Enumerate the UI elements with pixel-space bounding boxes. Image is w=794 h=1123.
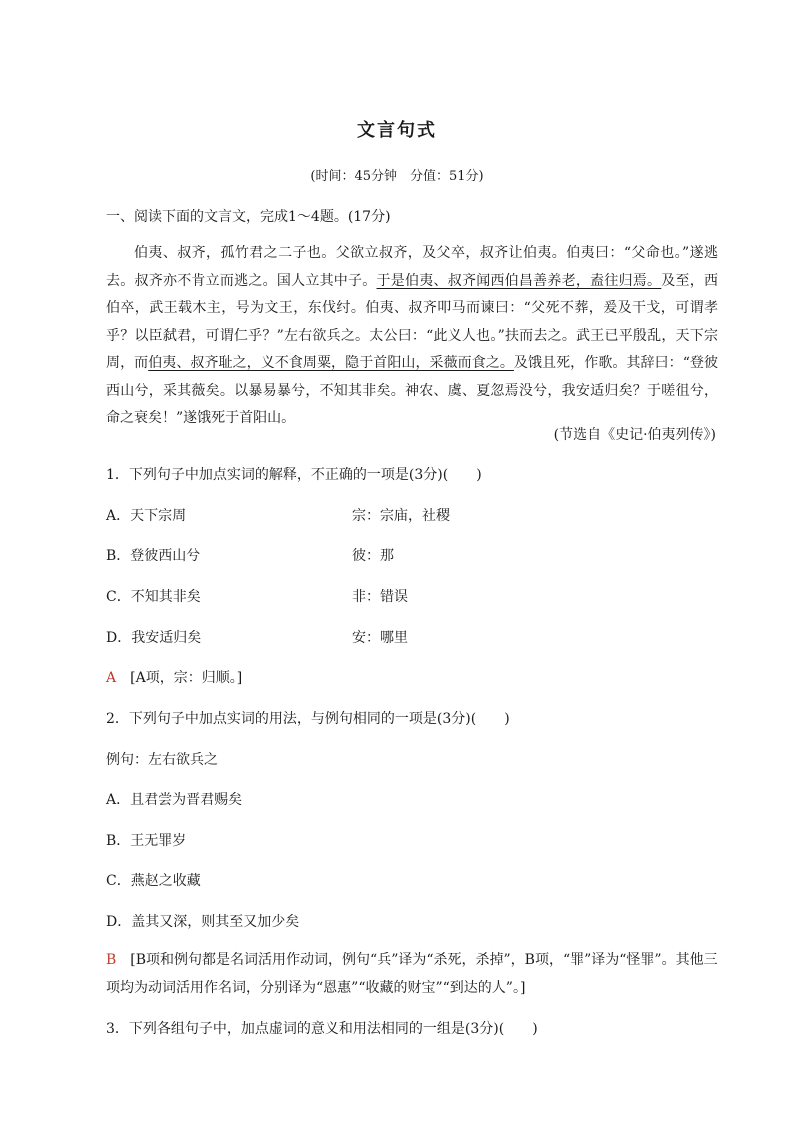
passage-text-1: 伯夷、叔齐，孤竹君之二子也。父欲立叔齐，及父卒，叔齐让伯夷。伯夷曰：“父命也。”遂逃去。叔齐亦不肯立而逃之。国人立其中子。	[106, 245, 718, 289]
source-citation: (节选自《史记·伯夷列传》)	[553, 427, 716, 443]
q1-option-b-gloss: 彼：那	[352, 548, 394, 564]
passage-text-2: 及至，西伯卒，武王载木主，号为文王，东伐纣。伯夷、叔齐叩马而谏曰：“父死不葬，爰及干戈，可谓孝乎？以臣弑君，可谓仁乎？”左右欲兵之。太公曰：“此义人也。”扶而去之。武王已平殷乱，天下宗周，而	[106, 272, 719, 371]
q2-example: 例句：左右欲兵之	[106, 752, 218, 768]
question-1-stem: 1．下列句子中加点实词的解释，不正确的一项是(3分)( )	[106, 467, 482, 483]
classical-passage	[106, 240, 718, 433]
passage-paragraph	[106, 240, 718, 433]
passage-text-3: 及饿且死，作歌。其辞曰：“登彼西山兮，采其薇矣。以暴易暴兮，不知其非矣。神农、虞、夏忽焉没兮，我安适归矣？于嗟徂兮，命之衰矣！”遂饿死于首阳山。	[106, 355, 718, 426]
q1-option-c-gloss: 非：错误	[352, 589, 408, 605]
q1-answer	[106, 667, 242, 687]
q1-answer-letter: A	[106, 670, 117, 686]
q1-option-d: D．我安适归矣	[106, 630, 202, 646]
q2-answer-letter: B	[106, 952, 117, 968]
q1-option-a-gloss: 宗：宗庙，社稷	[352, 508, 450, 524]
q1-option-c: C．不知其非矣	[106, 589, 201, 605]
passage-underline-2: 伯夷、叔齐耻之，义不食周粟，隐于首阳山，采薇而食之。	[148, 355, 514, 371]
question-2-stem: 2．下列句子中加点实词的用法，与例句相同的一项是(3分)( )	[106, 711, 510, 727]
question-3-stem: 3．下列各组句子中，加点虚词的意义和用法相同的一组是(3分)( )	[106, 1021, 538, 1037]
q1-option-b: B．登彼西山兮	[106, 548, 201, 564]
q2-answer	[106, 946, 718, 1002]
q1-answer-text: [A项，宗：归顺。]	[130, 670, 243, 686]
q1-option-d-gloss: 安：哪里	[352, 630, 408, 646]
passage-underline-1: 于是伯夷、叔齐闻西伯昌善养老，盍往归焉。	[376, 272, 662, 289]
q2-answer-text: [B项和例句都是名词活用作动词，例句“兵”译为“杀死，杀掉”，B项，“罪”译为“怪罪”。其他三项均为动词活用作名词，分别译为“恩惠”“收藏的财宝”“到达的人”。]	[106, 952, 718, 996]
q2-option-b: B．王无罪岁	[106, 833, 187, 849]
q2-option-c: C．燕赵之收藏	[106, 873, 201, 889]
exam-meta: (时间：45分钟 分值：51分)	[310, 169, 484, 184]
q2-option-a: A．且君尝为晋君赐矣	[106, 792, 243, 808]
section-heading: 一、阅读下面的文言文，完成1～4题。(17分)	[106, 209, 391, 225]
q1-option-a: A．天下宗周	[106, 508, 187, 524]
q2-option-d: D．盖其又深，则其至又加少矣	[106, 914, 300, 930]
page-title: 文言句式	[357, 120, 437, 141]
